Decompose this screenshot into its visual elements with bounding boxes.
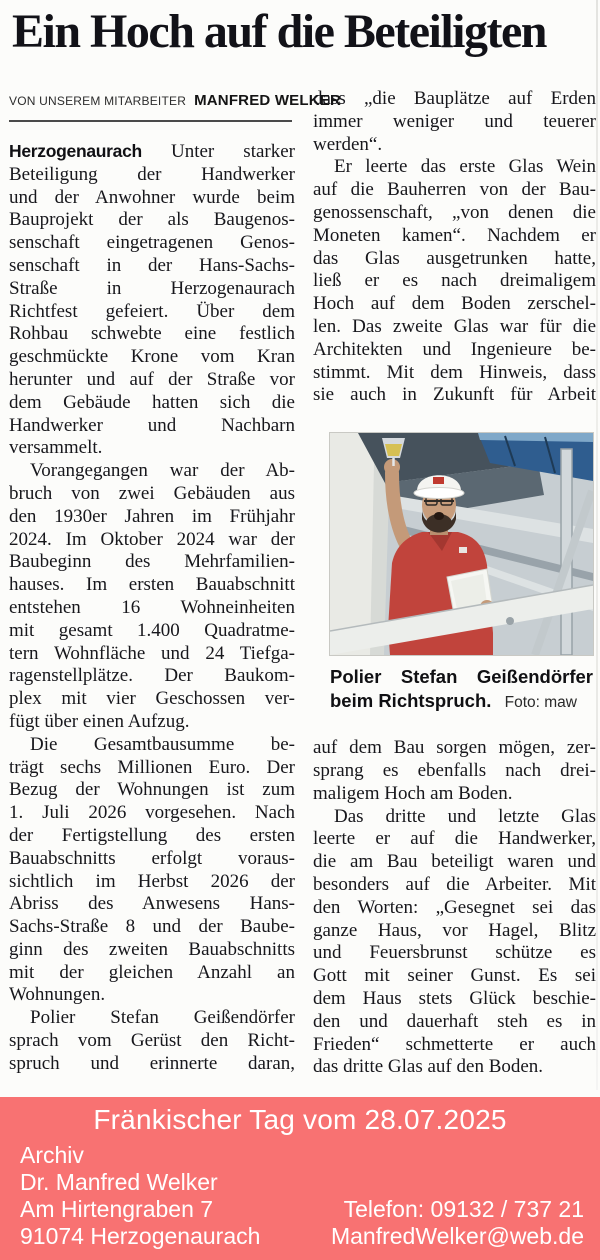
scan-edge-artifact	[596, 0, 598, 1090]
article-headline: Ein Hoch auf die Beteiligten	[12, 5, 546, 58]
text-line: Architekten und Ingenieure be-	[313, 338, 596, 360]
text-line: Gott mit seiner Gunst. Es sei	[313, 965, 596, 987]
source-line: Fränkischer Tag vom 28.07.2025	[93, 1104, 507, 1135]
text-line: Dr. Manfred Welker	[20, 1169, 218, 1195]
byline-author: MANFRED WELKER	[194, 92, 342, 109]
archive-address	[20, 1142, 260, 1250]
text-line: ginn des zweiten Bauabschnitts	[9, 938, 295, 960]
text-line: sprang es ebenfalls nach drei-	[313, 759, 596, 781]
text-line: sie auch in Zukunft für Arbeit	[313, 384, 596, 406]
text-line: ragenstellplätze. Der Baukom-	[9, 665, 295, 687]
text-line: dem Haus stets Glück beschie-	[313, 987, 596, 1009]
text-line: Die Gesamtbausumme be-	[30, 733, 295, 755]
caption-line-2	[330, 689, 593, 715]
text-line: herunter und auf der Straße vor	[9, 368, 295, 390]
paragraph-2	[9, 460, 295, 734]
text-line: Er leerte das erste Glas Wein	[334, 156, 596, 178]
text-line: Straße in Herzogenaurach	[9, 277, 295, 299]
text-line: maligem Hoch am Boden.	[313, 782, 513, 804]
text-line: Vorangegangen war der Ab-	[30, 460, 295, 482]
text-line: tern Wohnfläche und 24 Tiefga-	[9, 642, 295, 664]
text-line: die am Bau beteiligt waren und	[313, 851, 596, 873]
photo-caption	[330, 665, 593, 715]
article-column-left	[9, 140, 295, 1076]
text-line: Archiv	[20, 1142, 84, 1168]
text-line: Das dritte und letzte Glas	[334, 805, 596, 827]
caption-line-1: Polier Stefan Geißendörfer	[330, 666, 593, 688]
text-line: len. Das zweite Glas war für die	[313, 315, 596, 337]
photo-credit: Foto: maw	[504, 694, 577, 712]
text-line: senschaft eingetragenen Genos-	[9, 232, 295, 254]
text-line: Rohbau schwebte eine festlich	[9, 323, 295, 345]
text-line: senschaft in der Hans-Sachs-	[9, 254, 295, 276]
text-line: ManfredWelker@web.de	[330, 1223, 584, 1249]
text-line: auf die Bauherren von der Bau-	[313, 179, 596, 201]
paragraph-4	[9, 1007, 295, 1075]
byline	[9, 92, 342, 122]
text-line: genossenschaft, „von denen die	[313, 201, 596, 223]
text-line: das Glas ausgetrunken hatte,	[313, 247, 596, 269]
dateline-location: Herzogenaurach	[9, 141, 142, 161]
photo-frame	[330, 433, 593, 655]
text-line: und der Anwohner wurde beim	[9, 186, 295, 208]
text-line: leerte er auf die Handwerker,	[313, 828, 596, 850]
text-line: Beteiligung der Handwerker	[9, 163, 295, 185]
paragraph-1	[9, 140, 295, 460]
text-line: Richtfest gefeiert. Über dem	[9, 300, 295, 322]
text-line: Polier Stefan Geißendörfer	[30, 1007, 295, 1029]
text-line: dem Gebäude hatten sich die	[9, 391, 295, 413]
text-line: hauses. Im ersten Bauabschnitt	[9, 574, 295, 596]
caption-line-2-text: beim Richtspruch.	[330, 690, 492, 712]
text-line: trägt sechs Millionen Euro. Der	[9, 756, 295, 778]
paragraph-7	[313, 737, 596, 805]
archive-contact	[331, 1196, 584, 1250]
shirt-logo	[459, 547, 467, 553]
text-line: besonders auf die Arbeiter. Mit	[313, 873, 596, 895]
text-line: mit der gleichen Anzahl an	[9, 961, 295, 983]
text-line: Baubeginn des Mehrfamilien-	[9, 551, 295, 573]
archive-banner	[0, 1097, 600, 1260]
text-line: Sachs-Straße 8 und der Baube-	[9, 916, 295, 938]
text-line: den 1930er Jahren im Frühjahr	[9, 505, 295, 527]
text-line: mit gesamt 1.400 Quadratme-	[9, 619, 295, 641]
text-line: 1. Juli 2026 vorgesehen. Nach	[9, 802, 295, 824]
text-line: ließ er es nach dreimaligem	[313, 270, 596, 292]
construction-photo-illustration	[330, 433, 593, 655]
text-line: Hoch auf dem Boden zerschel-	[313, 293, 596, 315]
text-line: Abriss des Anwesens Hans-	[9, 893, 295, 915]
text-line: plex mit vier Geschossen ver-	[9, 688, 295, 710]
text-line: den und dauerhaft steh es in	[313, 1010, 596, 1032]
hard-hat-logo	[433, 477, 444, 484]
text-line: und Feuersbrunst schütze es	[313, 942, 596, 964]
paragraph-5	[313, 88, 596, 156]
text-line: stimmt. Mit dem Hinweis, dass	[313, 361, 596, 383]
text-line: versammelt.	[9, 437, 103, 459]
text-line: der Fertigstellung des ersten	[9, 824, 295, 846]
text-line: Handwerker und Nachbarn	[9, 414, 295, 436]
text-line: das dritte Glas auf den Boden.	[313, 1056, 544, 1078]
text-line: Bauabschnitts erfolgt voraus-	[9, 847, 295, 869]
text-line: Wohnungen.	[9, 984, 106, 1006]
dateline-line	[9, 140, 295, 164]
text-line: 2024. Im Oktober 2024 war der	[9, 528, 295, 550]
text-line: geschmückte Krone vom Kran	[9, 346, 295, 368]
text-line: 91074 Herzogenaurach	[20, 1223, 261, 1249]
paragraph-6	[313, 156, 596, 407]
dateline-rest: Unter starker	[170, 141, 295, 162]
text-line: Telefon: 09132 / 737 21	[343, 1196, 584, 1222]
text-line: den Worten: „Gesegnet sei das	[313, 896, 596, 918]
text-line: Moneten kamen“. Nachdem er	[313, 224, 596, 246]
text-line: Bauprojekt der als Baugenos-	[9, 209, 295, 231]
railing-fitting	[506, 617, 514, 625]
text-line: spruch und erinnerte daran,	[9, 1052, 295, 1074]
text-line: bruch von zwei Gebäuden aus	[9, 482, 295, 504]
text-line: werden“.	[313, 133, 383, 155]
text-line: sichtlich im Herbst 2026 der	[9, 870, 295, 892]
byline-prefix: VON UNSEREM MITARBEITER	[9, 94, 187, 108]
open-mouth	[434, 512, 444, 520]
text-line: Frieden“ schmetterte er auch	[313, 1033, 596, 1055]
article-column-right	[313, 88, 596, 1079]
text-line: immer weniger und teuerer	[313, 110, 596, 132]
text-line: Am Hirtengraben 7	[20, 1196, 214, 1222]
text-line: dass „die Bauplätze auf Erden	[313, 88, 596, 109]
text-line: Bezug der Wohnungen ist zum	[9, 779, 295, 801]
text-line: ganze Haus, vor Hagel, Blitz	[313, 919, 596, 941]
hand	[384, 459, 400, 475]
text-line: auf dem Bau sorgen mögen, zer-	[313, 737, 596, 759]
text-line: sprach vom Gerüst den Richt-	[9, 1030, 295, 1052]
paragraph-3	[9, 734, 295, 1008]
text-line: fügt über einen Aufzug.	[9, 710, 190, 732]
hard-hat-brim	[414, 488, 464, 499]
photo-richtspruch	[330, 433, 593, 715]
text-line: entstehen 16 Wohneinheiten	[9, 596, 295, 618]
paragraph-8	[313, 806, 596, 1080]
